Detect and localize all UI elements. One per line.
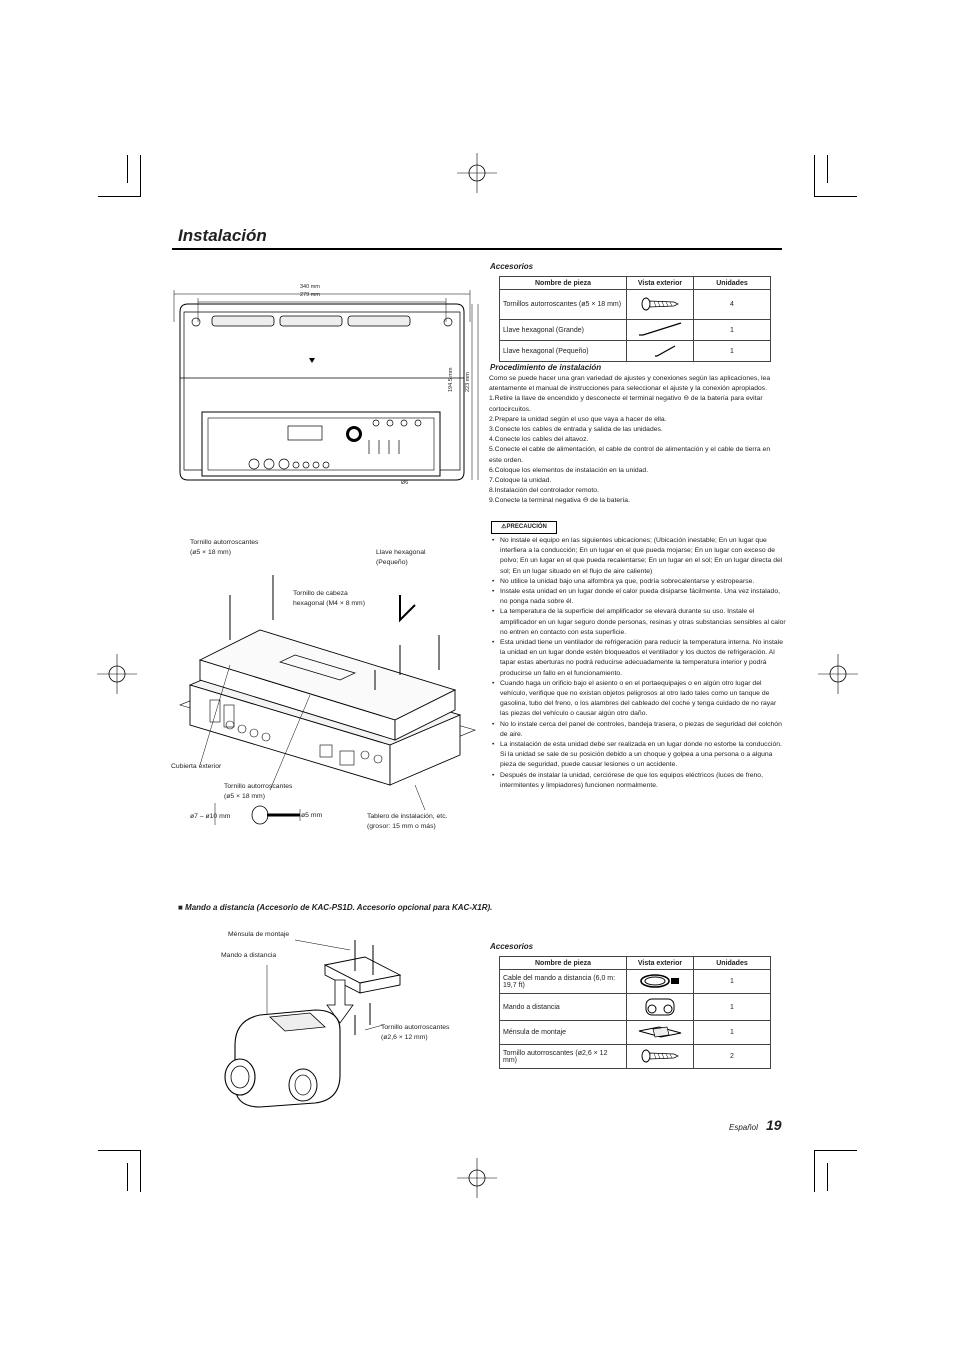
cell-nombre: Tornillo autorroscantes (ø2,6 × 12 mm) xyxy=(500,1045,627,1069)
cable-icon xyxy=(627,970,694,994)
list-item: 7.Coloque la unidad. xyxy=(489,477,552,485)
label-mensula-montaje: Ménsula de montaje xyxy=(228,931,290,938)
procedimiento-heading: Procedimiento de instalación xyxy=(490,363,602,372)
title-rule xyxy=(172,248,782,250)
list-item: • No utilice la unidad bajo una alfombra ya que, podría sobrecalentarse y estropearse. xyxy=(491,577,786,587)
list-item: 1.Retire la llave de encendido y desconecte el terminal negativo ⊖ de la batería para evitar cortocircuitos. xyxy=(489,395,763,413)
bracket-icon xyxy=(627,1021,694,1045)
crop-mark xyxy=(827,155,828,183)
label-tablero: Tablero de instalación, etc. (grosor: 15 mm o más) xyxy=(367,813,448,830)
footer-language: Español xyxy=(729,1123,758,1132)
registration-mark-icon xyxy=(457,1158,497,1198)
label-o5: ø5 mm xyxy=(301,812,323,819)
list-item: • Cuando haga un orificio bajo el asiento o en el portaequipajes o en algún otro lugar del vehículo, verifique que no existan objetos peligrosos al otro lado tales como un tanque de gasolina, tubo del freno, o los alambres del cableado del coche y tenga cuidado de no rayar las piezas del vehículo o causar algún otro daño. xyxy=(491,679,786,720)
dim-label-194: 194.5 mm xyxy=(448,367,454,392)
hex-key-icon xyxy=(627,341,694,362)
registration-mark-icon xyxy=(818,654,858,694)
cell-nombre: Cable del mando a distancia (6,0 m: 19,7 ft) xyxy=(500,970,627,994)
procedimiento-steps xyxy=(489,394,784,506)
col-header-nombre: Nombre de pieza xyxy=(500,957,627,970)
cell-unidades: 1 xyxy=(694,320,771,341)
screw-icon xyxy=(627,290,694,320)
dim-label-223: 223 mm xyxy=(465,372,471,392)
list-item: • No lo instale cerca del panel de controles, bandeja trasera, o piezas de seguridad del colchón de aire. xyxy=(491,720,786,740)
list-item: • La temperatura de la superficie del amplificador se elevará durante su uso. Instale el amplificador en un lugar seguro donde personas, resinas y otras substancias sensibles al calor no entren en contacto con esta superficie. xyxy=(491,607,786,638)
crop-mark xyxy=(127,1163,128,1191)
table-row xyxy=(500,341,771,362)
table-row xyxy=(500,970,771,994)
page-number: 19 xyxy=(766,1117,782,1133)
accesorios-table xyxy=(499,276,771,362)
cell-nombre: Llave hexagonal (Grande) xyxy=(500,320,627,341)
table-row xyxy=(500,1045,771,1069)
list-item: 6.Coloque los elementos de instalación en la unidad. xyxy=(489,466,649,474)
accesorios-heading: Accesorios xyxy=(490,262,534,271)
cell-nombre: Tornillos autorroscantes (ø5 × 18 mm) xyxy=(500,290,627,320)
label-tornillo-cabeza: Tornillo de cabeza hexagonal (M4 × 8 mm) xyxy=(293,590,365,607)
accesorios-heading-2: Accesorios xyxy=(490,942,534,951)
col-header-vista: Vista exterior xyxy=(627,277,694,290)
cell-unidades: 1 xyxy=(694,341,771,362)
cell-unidades: 1 xyxy=(694,1021,771,1045)
col-header-unidades: Unidades xyxy=(694,277,771,290)
screw-icon xyxy=(627,1045,694,1069)
label-tornillo-autorroscantes: Tornillo autorroscantes (ø5 × 18 mm) xyxy=(190,539,259,556)
crop-mark xyxy=(140,155,141,197)
page-title: Instalación xyxy=(178,226,267,245)
crop-mark xyxy=(140,1150,141,1192)
label-mando-distancia: Mando a distancia xyxy=(221,952,277,959)
list-item: 8.Instalación del controlador remoto. xyxy=(489,487,599,495)
cell-nombre: Ménsula de montaje xyxy=(500,1021,627,1045)
table-row xyxy=(500,320,771,341)
label-cubierta-exterior: Cubierta exterior xyxy=(171,763,222,770)
mando-heading: ■ Mando a distancia (Accesorio de KAC-PS1D. Accesorio opcional para KAC-X1R). xyxy=(178,903,493,912)
label-tornillo-autorroscantes-2: Tornillo autorroscantes (ø5 × 18 mm) xyxy=(224,783,293,800)
crop-mark xyxy=(815,196,857,197)
label-o7-o10: ø7 – ø10 mm xyxy=(190,813,231,820)
crop-mark xyxy=(827,1163,828,1191)
table-row xyxy=(500,290,771,320)
list-item: 3.Conecte los cables de entrada y salida de las unidades. xyxy=(489,426,663,434)
table-row xyxy=(500,1021,771,1045)
list-item: • Instale esta unidad en un lugar donde el calor pueda disiparse fácilmente. Una vez instalado, no ponga nada sobre él. xyxy=(491,587,786,607)
procedimiento-text xyxy=(489,374,784,507)
crop-mark xyxy=(127,155,128,183)
label-tornillo-remote: Tornillo autorroscantes (ø2,6 × 12 mm) xyxy=(381,1024,450,1041)
col-header-nombre: Nombre de pieza xyxy=(500,277,627,290)
precaucion-badge: ⚠PRECAUCIÓN xyxy=(491,521,557,534)
list-item: • Después de instalar la unidad, cerciórese de que los equipos eléctricos (luces de freno, intermitentes y limpiadores) funcionen normalmente. xyxy=(491,771,786,791)
list-item: 2.Prepare la unidad según el uso que vaya a hacer de ella. xyxy=(489,415,667,423)
list-item: • Esta unidad tiene un ventilador de refrigeración para reducir la temperatura interna. No instale la unidad en un lugar donde estén bloqueados el ventilador y los ductos de refrigeración. Al tapar estas aberturas no podrá reducirse adecuadamente la temperatura interior y podrá producirse un fallo en el funcionamiento. xyxy=(491,638,786,679)
precaucion-list xyxy=(491,536,786,791)
table-row xyxy=(500,994,771,1021)
remote-icon xyxy=(627,994,694,1021)
crop-mark xyxy=(98,1150,140,1151)
crop-mark xyxy=(98,196,140,197)
list-item: 4.Conecte los cables del altavoz. xyxy=(489,436,589,444)
cell-nombre: Mando a distancia xyxy=(500,994,627,1021)
amplifier-top-view-diagram xyxy=(166,282,486,492)
dim-label-340: 340 mm xyxy=(300,284,320,290)
registration-mark-icon xyxy=(457,153,497,193)
list-item: • No instale el equipo en las siguientes ubicaciones; (Ubicación inestable; En un lugar que interfiera a la conducción; En un lugar en el que pueda mojarse; En un lugar con exceso de polvo; En un lugar en el que pueda recalentarse; En un lugar en el sol; En un lugar directa del sol; En un lugar situado en el flujo de aire caliente) xyxy=(491,536,786,577)
cell-unidades: 1 xyxy=(694,994,771,1021)
dim-label-279: 279 mm xyxy=(300,292,320,298)
list-item: • La instalación de esta unidad debe ser realizada en un lugar donde no estorbe la conducción. Si la unidad se sale de su posición debido a un choque y golpea a una persona o a alguna pieza de seguridad, puede causar lesiones o un accidente. xyxy=(491,740,786,771)
cell-unidades: 4 xyxy=(694,290,771,320)
cell-unidades: 2 xyxy=(694,1045,771,1069)
hex-key-icon xyxy=(627,320,694,341)
crop-mark xyxy=(814,155,815,197)
dim-label-o6: Ø6 xyxy=(401,480,409,486)
procedimiento-intro: Como se puede hacer una gran variedad de ajustes y conexiones según las aplicaciones, lea atentamente el manual de instrucciones para seleccionar el ajuste y la conexión apropiados. xyxy=(489,375,771,393)
col-header-unidades: Unidades xyxy=(694,957,771,970)
cell-unidades: 1 xyxy=(694,970,771,994)
list-item: 5.Conecte el cable de alimentación, el cable de control de alimentación y el cable de tierra en este orden. xyxy=(489,446,771,464)
crop-mark xyxy=(814,1150,815,1192)
registration-mark-icon xyxy=(97,654,137,694)
label-llave-pequeno: Llave hexagonal (Pequeño) xyxy=(376,549,426,566)
cell-nombre: Llave hexagonal (Pequeño) xyxy=(500,341,627,362)
col-header-vista: Vista exterior xyxy=(627,957,694,970)
crop-mark xyxy=(815,1150,857,1151)
accesorios-table-2 xyxy=(499,956,771,1069)
list-item: 9.Conecte la terminal negativa ⊖ de la batería. xyxy=(489,497,630,505)
